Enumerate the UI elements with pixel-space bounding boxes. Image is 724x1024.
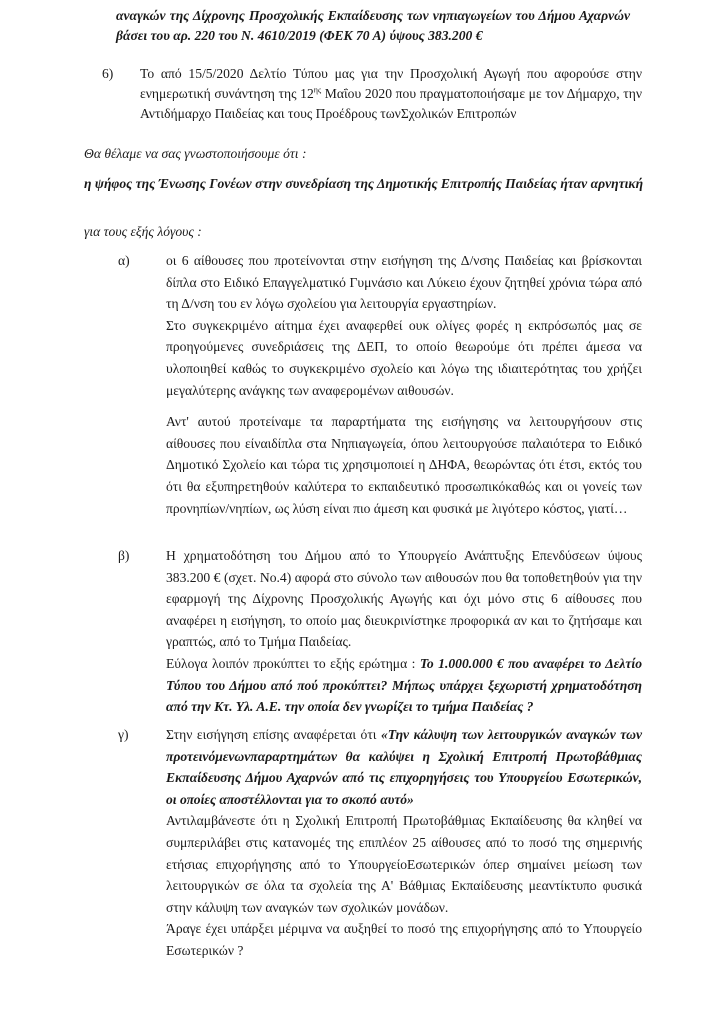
item-b-paragraph-2 <box>166 653 642 718</box>
item-6-text-part1: Το από 15/5/2020 Δελτίο Τύπου μας για την Προσχολική Αγωγή που αφορούσε στην ενημερωτική συνάντηση της 12 <box>140 66 642 101</box>
item-c-quote: «Την κάλυψη των λειτουργικών αναγκών των προτεινόμενωνπαραρτημάτων θα καλύψει η Σχολική Επιτροπή Πρωτοβάθμιας Εκπαίδευσης Δήμου Αχαρνών από τις επιχορηγήσεις του Υπουργείου Εσωτερικών, οι οποίες αποστέλλονται για το σκοπό αυτό» <box>166 727 642 807</box>
item-c-text <box>166 724 642 962</box>
item-c-paragraph-1 <box>166 724 642 810</box>
item-6-text-part2: Μαΐου 2020 που πραγματοποιήσαμε με τον Δήμαρχο, την Αντιδήμαρχο Παιδείας και τους Προέδρους τωνΣχολικών Επιτροπών <box>140 86 642 121</box>
item-b-text <box>166 545 642 718</box>
item-c-marker: γ) <box>118 727 129 742</box>
item-c-intro: Στην εισήγηση επίσης αναφέρεται ότι <box>166 727 381 742</box>
item-a-paragraph-1: οι 6 αίθουσες που προτείνονται στην εισήγηση της Δ/νσης Παιδείας και βρίσκονται δίπλα στο Ειδικό Επαγγελματικό Γυμνάσιο και Λύκειο έχουν ζητηθεί χρόνια τώρα από τη Δ/νση του εν λόγω σχολείου για λειτουργία εργαστηρίων. <box>166 253 642 312</box>
item-a-marker: α) <box>118 253 130 268</box>
item-c-paragraph-3: Άραγε έχει υπάρξει μέριμνα να αυξηθεί το ποσό της επιχορήγησης από το Υπουργείο Εσωτερικών ? <box>166 921 642 958</box>
item-a-paragraph-2: Στο συγκεκριμένο αίτημα έχει αναφερθεί ουκ ολίγες φορές η εκπρόσωπός μας σε προηγούμενες συνεδριάσεις της ΔΕΠ, το οποίο θεωρούμε ότι πρέπει άμεσα να υλοποιηθεί καθώς το συγκεκριμένο σχολείο και λόγω της ιδιαιτερότητας του χρήζει μεγαλύτερης ανάγκης των αναφερομένων αιθουσών. <box>166 317 642 398</box>
item-a-paragraph-3: Αντ' αυτού προτείναμε τα παραρτήματα της εισήγησης να λειτουργήσουν στις αίθουσες που είναιδίπλα στα Νηπιαγωγεία, όπου λειτουργούσε παλαιότερα το Ειδικό Δημοτικό Σχολείο και τώρα τις χρησιμοποιεί η ΔΗΦΑ, θεωρώντας ότι έτσι, εκτός του ότι θα εξυπηρετηθούν καλύτερα το εκπαιδευτικό προσωπικόκαθώς και οι γονείς των προνηπίων/νηπίων, ως λύση είναι πιο άμεση και φυσικά με λιγότερο κόστος, γιατί… <box>166 414 642 516</box>
reasons-intro: για τους εξής λόγους : <box>84 224 202 239</box>
item-b-marker: β) <box>118 548 130 563</box>
item-b-paragraph-1: Η χρηματοδότηση του Δήμου από το Υπουργείο Ανάπτυξης Επενδύσεων ύψους 383.200 € (σχετ. Νο.4) αφορά στο σύνολο των αιθουσών που θα τοποθετηθούν για την εφαρμογή της Δίχρονης Προσχολικής Αγωγής και όχι μόνο στις 6 αίθουσες που αναφέρει η εισήγηση, το οποίο μας διευκρινίστηκε προφορικά αν και το ζητήσαμε και γραπτώς, από το Τμήμα Παιδείας. <box>166 548 642 650</box>
vote-statement: η ψήφος της Ένωσης Γονέων στην συνεδρίαση της Δημοτικής Επιτροπής Παιδείας ήταν αρνητική <box>84 176 644 191</box>
item-number: 6) <box>102 66 114 81</box>
item-c-paragraph-2: Αντιλαμβάνεστε ότι η Σχολική Επιτροπή Πρωτοβάθμιας Εκπαίδευσης θα κληθεί να συμπεριλάβει στις κατανομές της επιπλέον 25 αίθουσες από το ποσό της σημερινής ετήσιας επιχορήγησης από το ΥπουργείοΕσωτερικών όπερ σημαίνει μείωση των λειτουργικών σε όλα τα σχολεία της Α' Βάθμιας Εκπαίδευσης μεαντίκτυπο φυσικά στην κάλυψη των αναγκών των σχολικών μονάδων. <box>166 813 642 915</box>
ordinal-suffix: ης <box>313 85 322 95</box>
item-b-question: Το 1.000.000 € που αναφέρει το Δελτίο Τύπου του Δήμου από πού προκύπτει? Μήπως υπάρχει ξεχωριστή χρηματοδότηση από την Κτ. Υλ. Α.Ε. την οποία δεν γνωρίζει το τμήμα Παιδείας ? <box>166 655 642 715</box>
item-6-text <box>140 64 642 124</box>
item-a-text <box>166 250 642 519</box>
item-b-question-intro: Εύλογα λοιπόν προκύπτει το εξής ερώτημα : <box>166 655 420 671</box>
continued-heading: αναγκών της Δίχρονης Προσχολικής Εκπαίδευσης των νηπιαγωγείων του Δήμου Αχαρνών βάσει του αρ. 220 του Ν. 4610/2019 (ΦΕΚ 70 Α) ύψους 383.200 € <box>116 8 630 43</box>
intro-line: Θα θέλαμε να σας γνωστοποιήσουμε ότι : <box>84 146 307 161</box>
